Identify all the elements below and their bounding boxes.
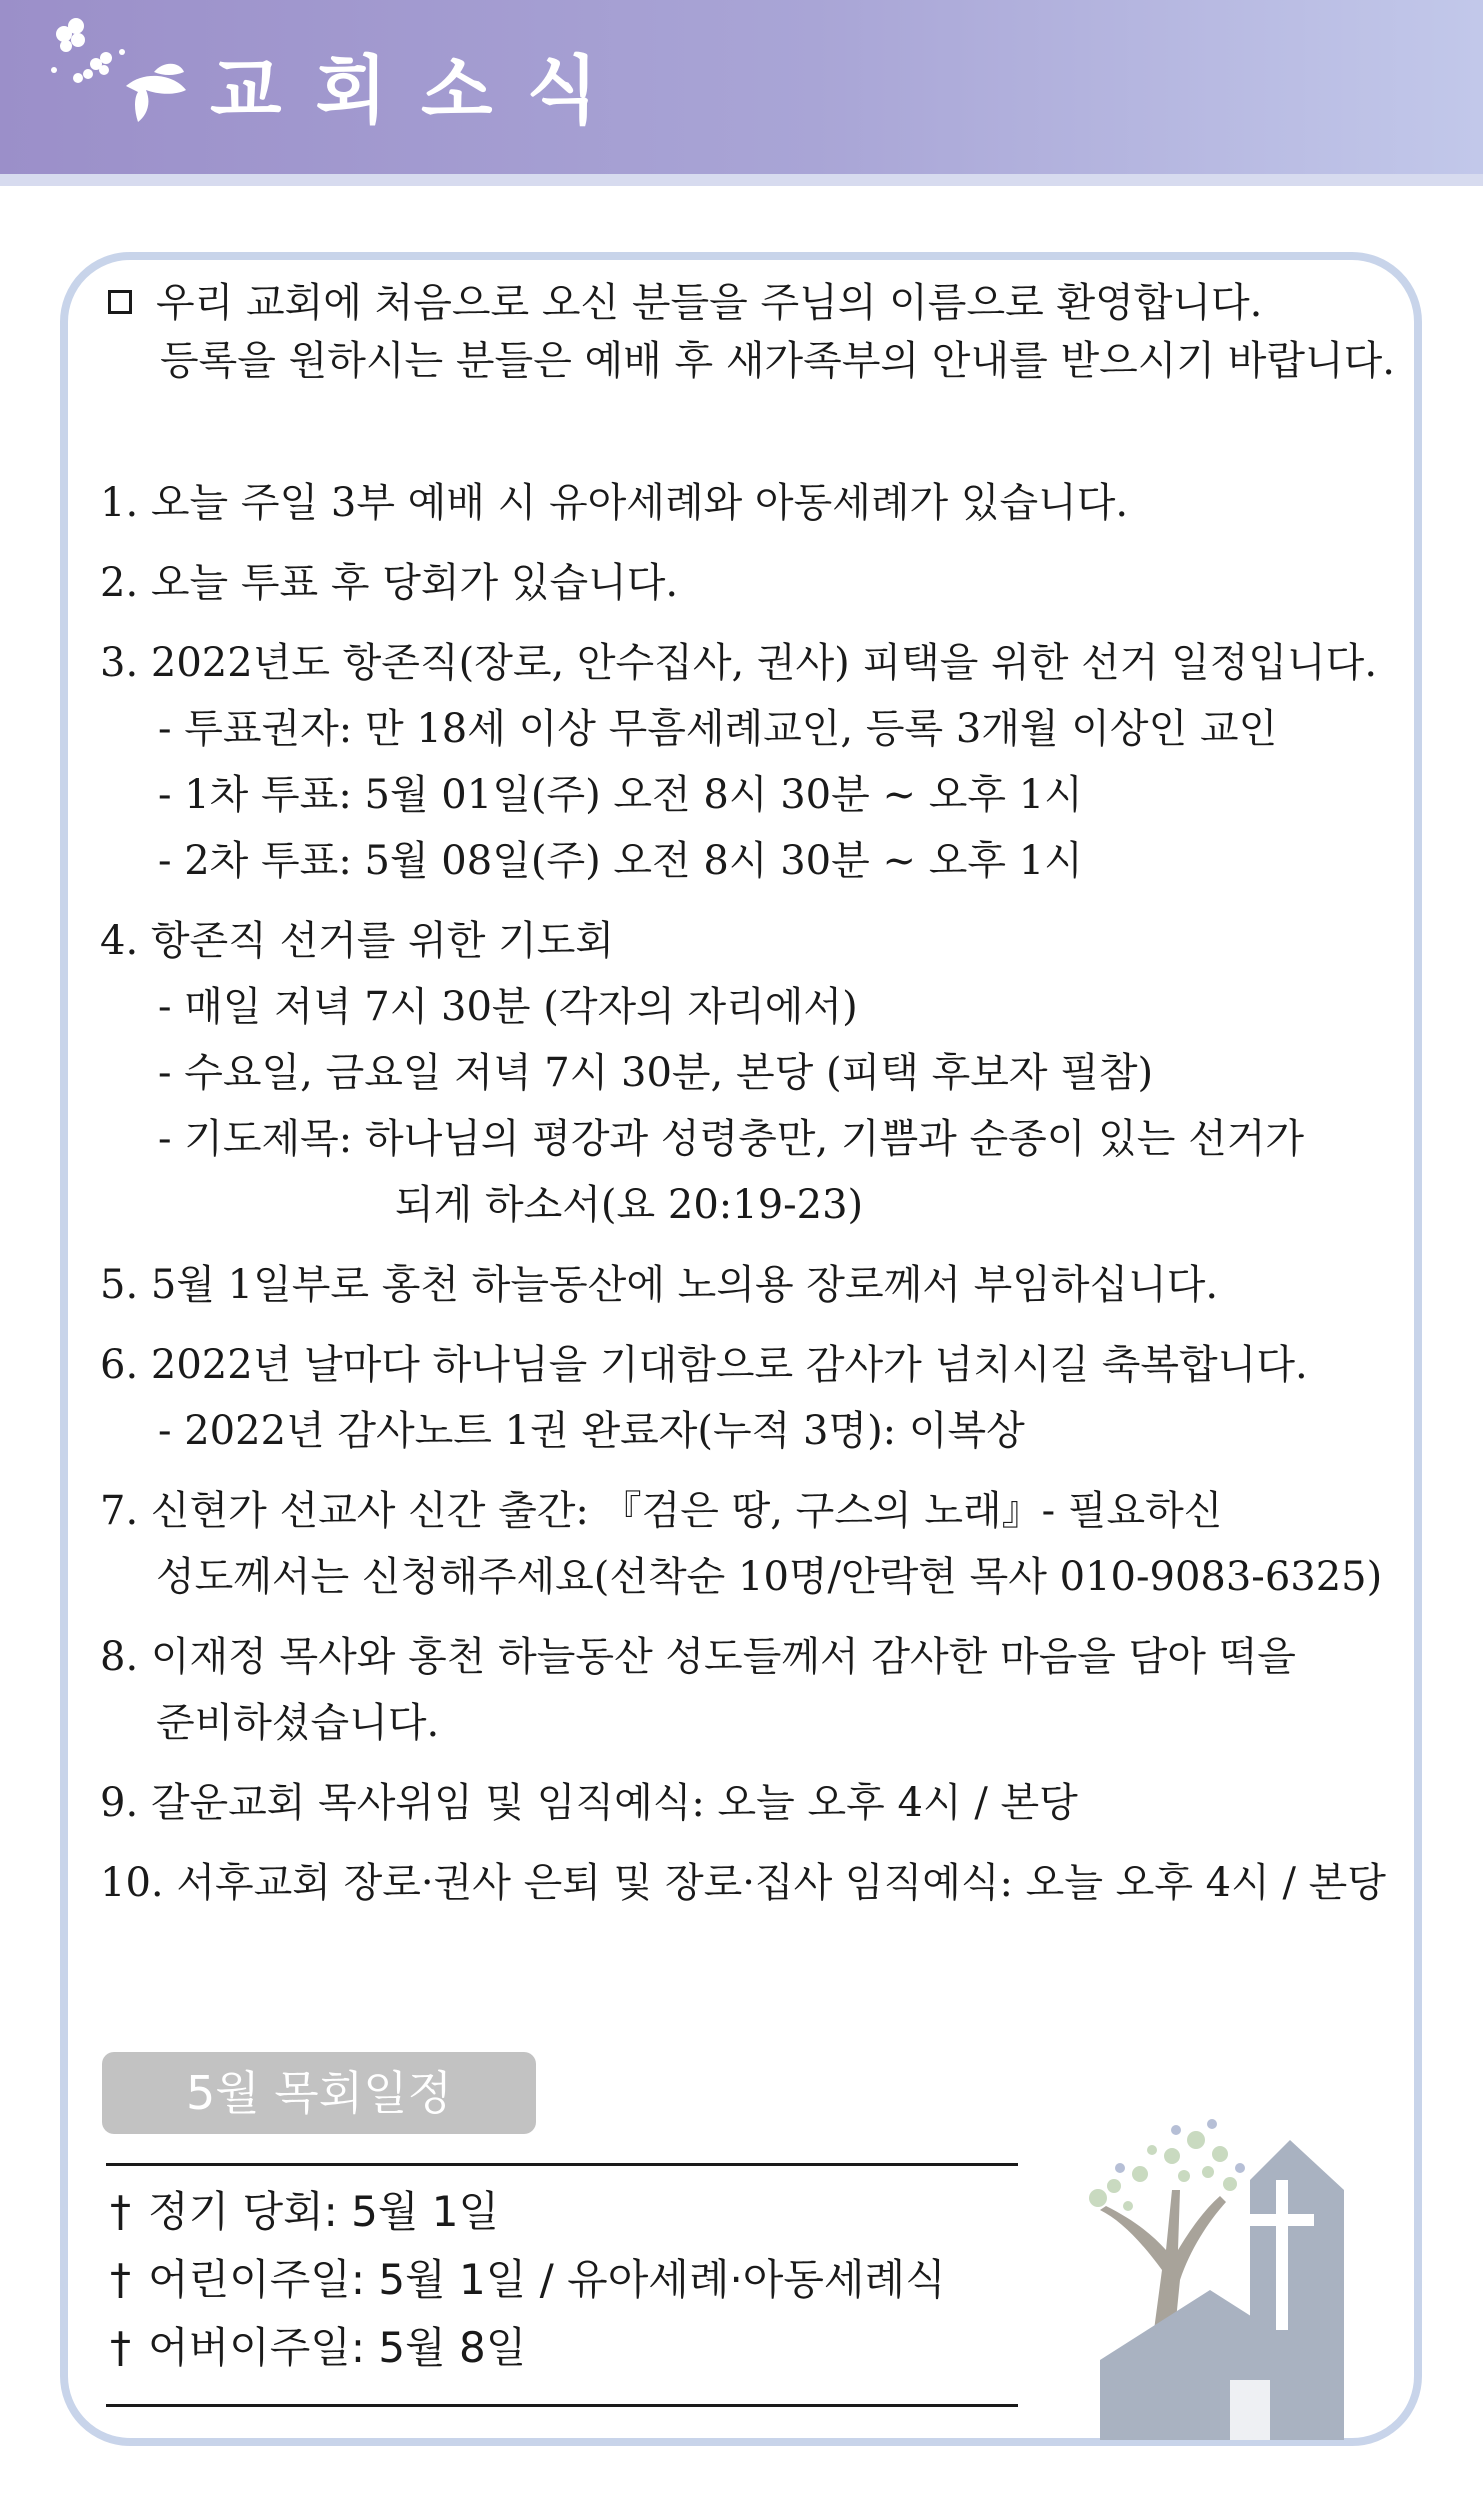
schedule-item-text: 어버이주일: 5월 8일 xyxy=(148,2323,527,2372)
page-title: 교회소식 xyxy=(210,48,632,134)
announcement-line: 2. 오늘 투표 후 당회가 있습니다. xyxy=(100,560,679,606)
announcement-subline: - 2022년 감사노트 1권 완료자(누적 3명): 이복상 xyxy=(158,1408,1025,1454)
announcement-item xyxy=(100,908,1400,1238)
schedule-title: 5월 목회일정 xyxy=(102,2052,536,2134)
welcome-message xyxy=(108,274,1408,390)
schedule-top-divider xyxy=(106,2163,1018,2166)
announcement-subline-continued: 되게 하소서(요 20:19-23) xyxy=(395,1182,864,1228)
schedule-item xyxy=(110,2314,1010,2382)
announcement-item xyxy=(100,470,1400,536)
announcement-item xyxy=(100,630,1400,894)
announcement-line: 7. 신현가 선교사 신간 출간: 『검은 땅, 구스의 노래』- 필요하신 xyxy=(100,1488,1223,1534)
schedule-item-text: 정기 당회: 5월 1일 xyxy=(148,2187,500,2236)
announcement-line: 5. 5월 1일부로 홍천 하늘동산에 노의용 장로께서 부임하십니다. xyxy=(100,1262,1219,1308)
cross-icon: † xyxy=(110,2323,131,2372)
announcement-line: 6. 2022년 날마다 하나님을 기대함으로 감사가 넘치시길 축복합니다. xyxy=(100,1342,1308,1388)
announcement-list xyxy=(100,470,1400,1930)
checkbox-icon xyxy=(108,290,132,314)
announcement-item xyxy=(100,1770,1400,1836)
announcement-line: 3. 2022년도 항존직(장로, 안수집사, 권사) 피택을 위한 선거 일정입니다. xyxy=(100,640,1378,686)
announcement-item xyxy=(100,1252,1400,1318)
cross-icon: † xyxy=(110,2255,131,2304)
announcement-line: 4. 항존직 선거를 위한 기도회 xyxy=(100,918,615,964)
welcome-line-2: 등록을 원하시는 분들은 예배 후 새가족부의 안내를 받으시기 바랍니다. xyxy=(160,338,1395,384)
announcement-line: 9. 갈운교회 목사위임 및 임직예식: 오늘 오후 4시 / 본당 xyxy=(100,1780,1078,1826)
announcement-subline: - 투표권자: 만 18세 이상 무흠세례교인, 등록 3개월 이상인 교인 xyxy=(158,706,1278,752)
announcement-item xyxy=(100,1478,1400,1610)
announcement-line: 1. 오늘 주일 3부 예배 시 유아세례와 아동세례가 있습니다. xyxy=(100,480,1129,526)
announcement-subline: - 기도제목: 하나님의 평강과 성령충만, 기쁨과 순종이 있는 선거가 xyxy=(158,1116,1305,1162)
schedule-item xyxy=(110,2246,1010,2314)
church-illustration-icon xyxy=(1080,2110,1400,2440)
announcement-item xyxy=(100,1624,1400,1756)
welcome-line-1 xyxy=(108,274,1408,332)
announcement-line-continued: 성도께서는 신청해주세요(선착순 10명/안락현 목사 010-9083-6325) xyxy=(156,1554,1383,1600)
announcement-line-continued: 준비하셨습니다. xyxy=(156,1700,440,1746)
announcement-subline: - 수요일, 금요일 저녁 7시 30분, 본당 (피택 후보자 필참) xyxy=(158,1050,1154,1096)
announcement-item xyxy=(100,1850,1400,1916)
announcement-subline: - 매일 저녁 7시 30분 (각자의 자리에서) xyxy=(158,984,858,1030)
welcome-text-1: 우리 교회에 처음으로 오신 분들을 주님의 이름으로 환영합니다. xyxy=(156,280,1263,326)
schedule-list xyxy=(110,2178,1010,2382)
header-underline xyxy=(0,174,1483,186)
announcement-subline: - 1차 투표: 5월 01일(주) 오전 8시 30분 ~ 오후 1시 xyxy=(158,772,1083,818)
announcement-subline: - 2차 투표: 5월 08일(주) 오전 8시 30분 ~ 오후 1시 xyxy=(158,838,1083,884)
schedule-bottom-divider xyxy=(106,2404,1018,2407)
announcement-line: 10. 서후교회 장로·권사 은퇴 및 장로·집사 임직예식: 오늘 오후 4시 / 본당 xyxy=(100,1860,1386,1906)
flower-decoration-icon xyxy=(34,12,214,132)
schedule-item-text: 어린이주일: 5월 1일 / 유아세례·아동세례식 xyxy=(148,2255,946,2304)
announcement-item xyxy=(100,1332,1400,1464)
header-banner xyxy=(0,0,1483,174)
cross-icon: † xyxy=(110,2187,131,2236)
announcement-line: 8. 이재정 목사와 홍천 하늘동산 성도들께서 감사한 마음을 담아 떡을 xyxy=(100,1634,1296,1680)
schedule-item xyxy=(110,2178,1010,2246)
announcement-item xyxy=(100,550,1400,616)
